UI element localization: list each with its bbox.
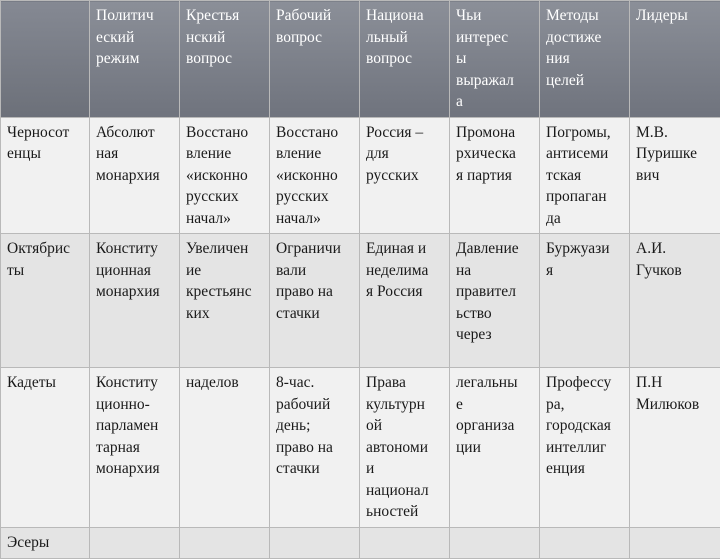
methods-cell [540,528,630,559]
regime-cell: Абсолют ная монархия [90,117,180,234]
interests-cell: легальны е организа ции [450,368,540,528]
national-cell: Права культурн ой автономи и национал ьностей [360,368,450,528]
regime-cell: Конститу ционная монархия [90,234,180,368]
table-row [1,368,720,528]
header-methods: Методы достиже ния целей [540,1,630,118]
regime-cell: Конститу ционно- парламен тарная монархия [90,368,180,528]
peasant-cell [180,528,270,559]
party-name-cell: Октябрис ты [1,234,90,368]
header-leaders: Лидеры [630,1,720,118]
worker-cell [270,528,360,559]
interests-cell: Давление на правител ьство через [450,234,540,368]
worker-cell: Ограничи вали право на стачки [270,234,360,368]
header-national-question: Национа льный вопрос [360,1,450,118]
leaders-cell: А.И. Гучков [630,234,720,368]
national-cell [360,528,450,559]
methods-cell: Погромы, антисеми тская пропаган да [540,117,630,234]
party-name-cell: Черносот енцы [1,117,90,234]
leaders-cell: П.Н Милюков [630,368,720,528]
national-cell: Единая и неделима я Россия [360,234,450,368]
national-cell: Россия – для русских [360,117,450,234]
worker-cell: 8-час. рабочий день; право на стачки [270,368,360,528]
party-name-cell: Кадеты [1,368,90,528]
header-worker-question: Рабочий вопрос [270,1,360,118]
worker-cell: Восстано вление «исконно русских начал» [270,117,360,234]
peasant-cell: наделов [180,368,270,528]
methods-cell: Буржуази я [540,234,630,368]
table-row [1,528,720,559]
leaders-cell [630,528,720,559]
corner-header-cell [1,1,90,118]
interests-cell [450,528,540,559]
header-peasant-question: Крестья нский вопрос [180,1,270,118]
peasant-cell: Увеличен ие крестьянс ких [180,234,270,368]
leaders-cell: М.В. Пуришке вич [630,117,720,234]
party-name-cell: Эсеры [1,528,90,559]
header-row [1,1,720,118]
table-row [1,117,720,234]
table-row [1,234,720,368]
header-interests: Чьи интерес ы выражал а [450,1,540,118]
interests-cell: Промона рхическа я партия [450,117,540,234]
methods-cell: Профессу ра, городская интеллиг енция [540,368,630,528]
regime-cell [90,528,180,559]
peasant-cell: Восстано вление «исконно русских начал» [180,117,270,234]
header-political-regime: Политич еский режим [90,1,180,118]
